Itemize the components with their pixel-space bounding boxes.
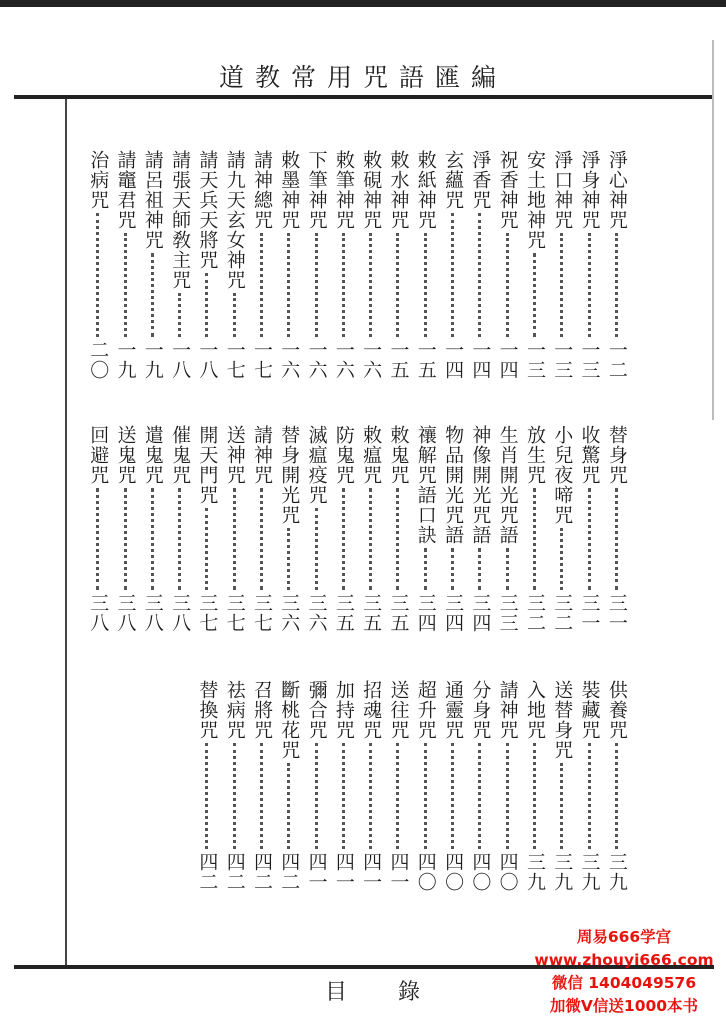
dot-leader [451,548,454,590]
toc-entry[interactable] [221,150,248,380]
toc-entry-page: 三一 [578,593,601,633]
toc-entry[interactable] [302,425,329,633]
toc-entry-page: 四二 [196,852,219,892]
dot-leader [315,743,318,849]
toc-entry-page: 三四 [469,593,492,633]
toc-entry-title: 敕硯神咒 [360,150,383,230]
dot-leader [205,743,208,849]
toc-entry[interactable] [466,680,493,892]
toc-entry[interactable] [139,150,166,380]
toc-entry[interactable] [412,150,439,380]
toc-entry-page: 四一 [305,852,328,892]
watermark-line-2: www.zhouyi666.com [534,951,714,969]
toc-entry-page: 三四 [414,593,437,633]
toc-entry[interactable] [248,680,275,892]
toc-entry-page: 三五 [387,593,410,633]
toc-entry-page: 一九 [114,340,137,380]
dot-leader [124,233,127,337]
dot-leader [96,488,99,590]
toc-entry-title: 遣鬼咒 [141,425,164,485]
toc-entry-title: 玄蘊咒 [442,150,465,210]
toc-entry-page: 四〇 [469,852,492,892]
dot-leader [424,548,427,590]
toc-entry-title: 請神咒 [250,425,273,485]
toc-entry-title: 請竈君咒 [114,150,137,230]
toc-column-2 [84,425,630,633]
watermark-line-4: 加微V信送1000本书 [549,997,699,1015]
toc-entry-title: 替換咒 [196,680,219,740]
toc-entry-title: 送往咒 [387,680,410,740]
toc-entry-title: 防鬼咒 [332,425,355,485]
dot-leader [124,488,127,590]
dot-leader [478,548,481,590]
toc-entry[interactable] [111,150,138,380]
toc-entry[interactable] [466,425,493,633]
dot-leader [396,488,399,590]
toc-entry-title: 分身咒 [469,680,492,740]
dot-leader [478,213,481,337]
dot-leader [151,253,154,337]
toc-entry-title: 祛病咒 [223,680,246,740]
toc-entry-page: 三三 [496,593,519,633]
toc-entry-title: 替身咒 [605,425,628,485]
dot-leader [315,508,318,590]
toc-entry-page: 三二 [551,593,574,633]
toc-entry[interactable] [302,150,329,380]
toc-entry-title: 敕瘟咒 [360,425,383,485]
dot-leader [342,743,345,849]
toc-entry-title: 加持咒 [332,680,355,740]
toc-entry-title: 放生咒 [523,425,546,485]
toc-entry-page: 四一 [360,852,383,892]
toc-entry-title: 彌合咒 [305,680,328,740]
dot-leader [369,488,372,590]
toc-entry-title: 供養咒 [605,680,628,740]
dot-leader [588,488,591,590]
toc-entry-title: 招魂咒 [360,680,383,740]
dot-leader [533,743,536,849]
toc-entry[interactable] [330,680,357,892]
toc-entry[interactable] [466,150,493,380]
toc-entry-title: 物品開光咒語 [442,425,465,545]
toc-entry[interactable] [603,680,630,892]
dot-leader [233,488,236,590]
toc-entry[interactable] [494,150,521,380]
toc-entry[interactable] [275,680,302,892]
toc-entry-page: 一三 [578,340,601,380]
toc-entry-page: 三八 [114,593,137,633]
toc-entry-page: 三九 [551,852,574,892]
toc-entry[interactable] [275,150,302,380]
toc-entry-title: 催鬼咒 [169,425,192,485]
toc-entry[interactable] [384,680,411,892]
dot-leader [533,488,536,590]
toc-entry-page: 一五 [387,340,410,380]
toc-entry-page: 三五 [360,593,383,633]
toc-entry[interactable] [494,680,521,892]
toc-entry-title: 下筆神咒 [305,150,328,230]
toc-entry-page: 三七 [250,593,273,633]
toc-entry[interactable] [521,425,548,633]
dot-leader [178,293,181,337]
toc-entry-title: 敕墨神咒 [278,150,301,230]
toc-entry-title: 開天門咒 [196,425,219,505]
toc-entry[interactable] [412,425,439,633]
right-margin-line [712,40,714,420]
toc-entry[interactable] [603,150,630,380]
toc-entry[interactable] [330,150,357,380]
toc-entry-page: 三九 [578,852,601,892]
toc-entry-title: 神像開光咒語 [469,425,492,545]
dot-leader [287,763,290,849]
dot-leader [588,743,591,849]
toc-entry-title: 收驚咒 [578,425,601,485]
toc-entry-page: 一七 [223,340,246,380]
toc-entry-title: 治病咒 [87,150,110,210]
toc-entry-page: 一六 [332,340,355,380]
toc-entry-title: 生肖開光咒語 [496,425,519,545]
toc-entry[interactable] [166,425,193,633]
toc-entry-title: 請九天玄女神咒 [223,150,246,290]
toc-entry-page: 四一 [387,852,410,892]
dot-leader [615,488,618,590]
watermark-line-1: 周易666学宫 [576,928,672,946]
toc-entry-page: 三八 [141,593,164,633]
toc-entry-title: 回避咒 [87,425,110,485]
toc-entry-page: 一三 [523,340,546,380]
toc-entry-title: 滅瘟疫咒 [305,425,328,505]
dot-leader [205,273,208,337]
toc-entry[interactable] [248,425,275,633]
toc-entry[interactable] [330,425,357,633]
toc-entry[interactable] [221,425,248,633]
toc-entry-title: 請神總咒 [250,150,273,230]
toc-entry-page: 三九 [605,852,628,892]
dot-leader [506,743,509,849]
dot-leader [369,233,372,337]
dot-leader [396,743,399,849]
dot-leader [615,743,618,849]
toc-entry[interactable] [111,425,138,633]
toc-entry-page: 四二 [223,852,246,892]
toc-entry-page: 一四 [469,340,492,380]
dot-leader [342,233,345,337]
toc-entry[interactable] [521,150,548,380]
dot-leader [315,233,318,337]
toc-entry-page: 一五 [414,340,437,380]
dot-leader [287,528,290,590]
dot-leader [96,213,99,337]
toc-entry-title: 敕鬼咒 [387,425,410,485]
toc-entry-title: 請天兵天將咒 [196,150,219,270]
dot-leader [260,488,263,590]
toc-entry-page: 四〇 [496,852,519,892]
toc-entry-page: 三六 [305,593,328,633]
toc-entry-page: 三八 [87,593,110,633]
top-border-rule [0,0,726,7]
toc-entry-title: 替身開光咒 [278,425,301,525]
watermark-line-3: 微信 1404049576 [551,974,697,992]
toc-entry-page: 三八 [169,593,192,633]
toc-entry-page: 三四 [442,593,465,633]
toc-entry-title: 斷桃花咒 [278,680,301,760]
toc-entry-page: 一四 [442,340,465,380]
dot-leader [233,293,236,337]
toc-entry-page: 一八 [169,340,192,380]
toc-entry-title: 祝香神咒 [496,150,519,230]
dot-leader [178,488,181,590]
left-frame-line [65,99,67,967]
toc-entry[interactable] [548,150,575,380]
dot-leader [560,528,563,590]
dot-leader [560,763,563,849]
toc-entry[interactable] [193,425,220,633]
toc-entry[interactable] [139,425,166,633]
toc-entry-title: 淨身神咒 [578,150,601,230]
dot-leader [615,233,618,337]
toc-entry[interactable] [166,150,193,380]
toc-entry-page: 一八 [196,340,219,380]
toc-entry-page: 三九 [523,852,546,892]
dot-leader [260,743,263,849]
toc-entry[interactable] [439,150,466,380]
dot-leader [369,743,372,849]
toc-entry[interactable] [275,425,302,633]
toc-entry-page: 三七 [223,593,246,633]
toc-entry[interactable] [494,425,521,633]
dot-leader [588,233,591,337]
toc-entry[interactable] [384,425,411,633]
dot-leader [451,213,454,337]
toc-entry-page: 四二 [250,852,273,892]
toc-entry[interactable] [357,680,384,892]
toc-entry-page: 四〇 [414,852,437,892]
toc-entry[interactable] [357,150,384,380]
toc-entry-title: 召將咒 [250,680,273,740]
toc-entry-page: 二〇 [87,340,110,380]
toc-entry-page: 一七 [250,340,273,380]
toc-entry-page: 三二 [523,593,546,633]
footer-label: 目 錄 [325,980,442,1005]
toc-entry-page: 三五 [332,593,355,633]
toc-entry[interactable] [84,150,111,380]
toc-entry-title: 通靈咒 [442,680,465,740]
dot-leader [151,488,154,590]
toc-entry-page: 三六 [278,593,301,633]
dot-leader [506,233,509,337]
toc-entry[interactable] [575,150,602,380]
toc-entry-page: 三一 [605,593,628,633]
toc-entry-title: 裝藏咒 [578,680,601,740]
dot-leader [451,743,454,849]
toc-entry-title: 淨香咒 [469,150,492,210]
toc-entry[interactable] [548,425,575,633]
toc-entry-title: 安土地神咒 [523,150,546,250]
toc-entry-page: 一九 [141,340,164,380]
dot-leader [233,743,236,849]
dot-leader [560,233,563,337]
toc-entry[interactable] [384,150,411,380]
toc-entry-title: 超升咒 [414,680,437,740]
toc-entry[interactable] [221,680,248,892]
toc-entry[interactable] [84,425,111,633]
dot-leader [533,253,536,337]
dot-leader [478,743,481,849]
toc-entry[interactable] [603,425,630,633]
toc-entry[interactable] [302,680,329,892]
dot-leader [342,488,345,590]
toc-entry-page: 四一 [332,852,355,892]
toc-entry[interactable] [575,680,602,892]
dot-leader [260,233,263,337]
toc-entry-page: 一四 [496,340,519,380]
toc-column-1 [84,150,630,380]
book-title: 道教常用咒語匯編 [218,63,507,92]
toc-entry-title: 敕水神咒 [387,150,410,230]
toc-entry-page: 一三 [551,340,574,380]
toc-entry[interactable] [193,680,220,892]
toc-entry-title: 請張天師敎主咒 [169,150,192,290]
header-rule [14,95,714,99]
toc-entry[interactable] [248,150,275,380]
toc-column-3 [193,680,630,892]
dot-leader [205,508,208,590]
toc-entry-title: 淨口神咒 [551,150,574,230]
dot-leader [287,233,290,337]
toc-entry[interactable] [575,425,602,633]
toc-entry-title: 入地咒 [523,680,546,740]
toc-entry-title: 小兒夜啼咒 [551,425,574,525]
toc-entry-page: 三七 [196,593,219,633]
toc-entry-title: 敕紙神咒 [414,150,437,230]
dot-leader [506,548,509,590]
toc-entry-page: 一二 [605,340,628,380]
toc-entry-title: 送神咒 [223,425,246,485]
toc-entry[interactable] [193,150,220,380]
toc-entry[interactable] [548,680,575,892]
toc-entry-page: 一六 [278,340,301,380]
toc-entry-title: 禳解咒語口訣 [414,425,437,545]
toc-entry[interactable] [521,680,548,892]
toc-entry-title: 淨心神咒 [605,150,628,230]
watermark-stamp [522,926,726,1018]
toc-entry-title: 請神咒 [496,680,519,740]
toc-entry-page: 一六 [360,340,383,380]
dot-leader [424,743,427,849]
toc-entry-title: 送替身咒 [551,680,574,760]
toc-entry-title: 請呂祖神咒 [141,150,164,250]
dot-leader [424,233,427,337]
toc-entry[interactable] [412,680,439,892]
toc-entry-title: 敕筆神咒 [332,150,355,230]
toc-entry-page: 一六 [305,340,328,380]
toc-entry-page: 四二 [278,852,301,892]
dot-leader [396,233,399,337]
toc-entry[interactable] [439,680,466,892]
toc-entry[interactable] [357,425,384,633]
toc-entry-title: 送鬼咒 [114,425,137,485]
toc-entry-page: 四〇 [442,852,465,892]
toc-entry[interactable] [439,425,466,633]
